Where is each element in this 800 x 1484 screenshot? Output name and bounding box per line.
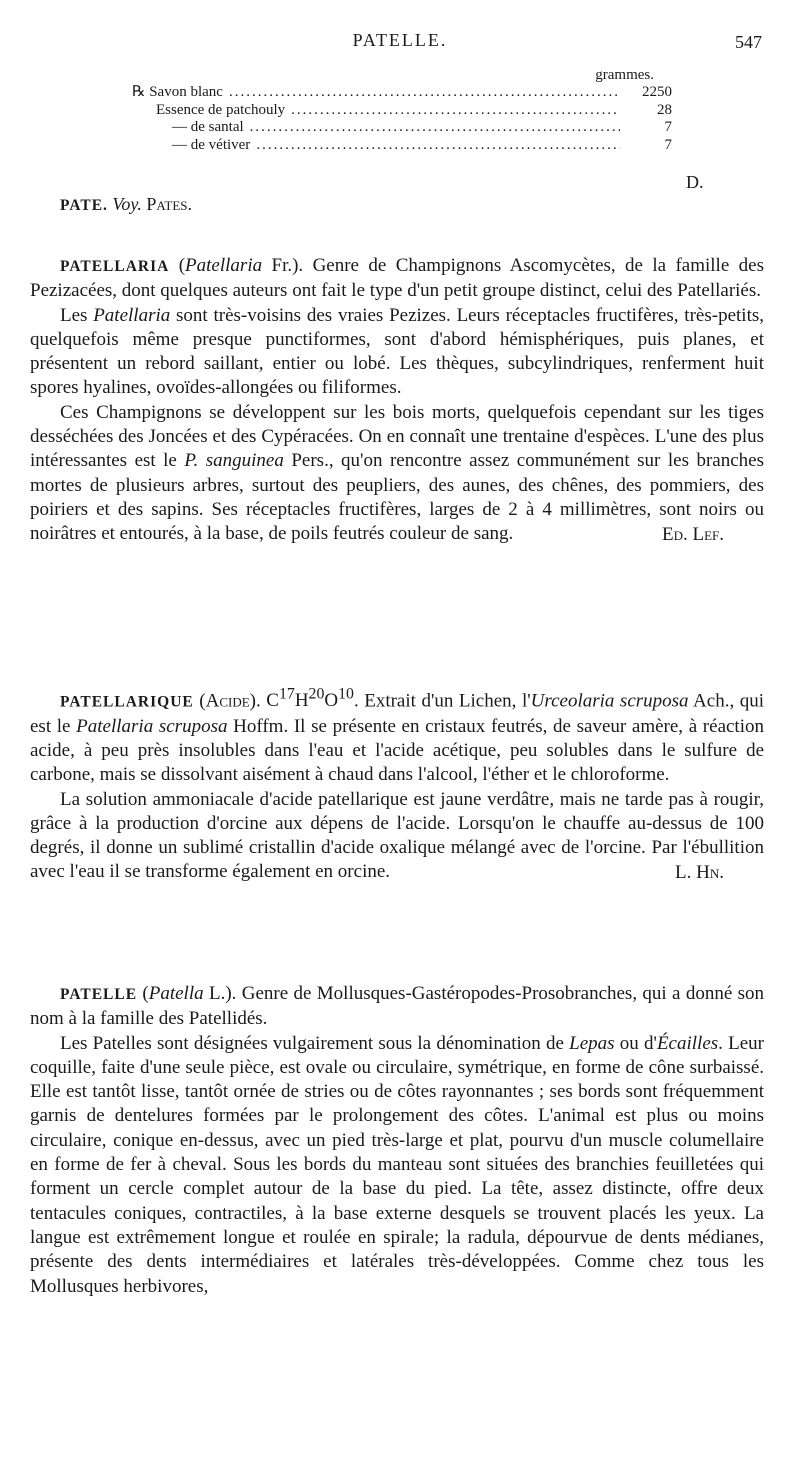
recipe-quantity: 7 (664, 119, 672, 135)
paragraph (30, 304, 764, 401)
paragraph: La solution ammoniacale d'acide patellarique est jaune verdâtre, mais ne tarde pas à rougir, grâce à la production d'orcine aux dépens de l'acide. Lorsqu'on le chauffe au-dessus de 100 degrés, il donne un sublimé cristallin d'acide oxalique mélangé avec de l'orcine. Par l'ébullition avec l'eau il se transforme également en orcine. (30, 788, 764, 883)
latin-name: Patella (148, 983, 204, 1004)
formula-element: O (324, 690, 339, 712)
latin-name: Patellaria scruposa (76, 715, 228, 737)
latin-name: Patellaria (185, 255, 263, 276)
recipe-ingredient: — de vétiver (172, 136, 251, 153)
author-signature: D. (686, 172, 704, 192)
text-run: L.). Genre de Mollusques-Gastéropodes-Prosobranches, qui a donné son nom à la famille des Patellidés. (30, 983, 764, 1030)
leader-dots (229, 84, 620, 102)
text-run: . Leur coquille, faite d'une seule pièce, est ovale ou circulaire, symétrique, en forme de cône surbaissé. Elle est tantôt lisse, tantôt ornée de stries ou de côtes rayonnantes ; ses bords sont fréquemment garnis de dentelures formées par le prolongement des côtes. L'animal est plus ou moins circulaire, conique en-dessus, avec un pied très-large et plat, pourvu d'un muscle columellaire en forme de fer à cheval. Sous les bords du manteau sont situées des branchies feuilletées qui forment un cercle complet autour de la base du pied. La tête, assez distincte, offre deux tentacules coniques, contractiles, à la base externe desquels se trouvent placés les yeux. La langue est extrêmement longue et roulée en spirale; la radula, dépourvue de dents médianes, présente des dents intermédiaires et latérales très-développées. Comme chez tous les Mollusques herbivores, (30, 1032, 764, 1297)
recipe-row (132, 84, 672, 102)
text-run: Fr.). Genre de Champignons Ascomycètes, de la famille des Pezizacées, dont quelques auteurs ont fait le type d'un petit groupe distinct, celui des Patellariés. (30, 255, 764, 302)
text-run: Les (60, 304, 94, 326)
leader-dots (291, 102, 620, 120)
latin-name: Urceolaria scruposa (530, 690, 689, 712)
italic-term: Écailles (656, 1032, 719, 1054)
recipe-quantity: 2250 (642, 84, 672, 100)
author-signature: L. Hn. (675, 861, 724, 883)
italic-term: Lepas (569, 1032, 615, 1054)
text-run: ( (142, 983, 149, 1004)
text-run: . Extrait d'un Lichen, l' (353, 690, 531, 712)
entry-pate (60, 194, 192, 215)
text-run: Les Patelles sont désignées vulgairement sous la dénomination de (60, 1032, 570, 1054)
running-title: PATELLE. (352, 30, 448, 50)
paragraph (30, 982, 764, 1032)
formula-count: 17 (278, 686, 295, 703)
recipe-table (132, 66, 672, 154)
text-run: Ces Champignons se développent sur les bois morts, quelquefois cependant sur les tiges desséchées des Joncées et des Cypéracées. On en connaît une trentaine d'espèces. L'une des plus intéressantes est le (30, 401, 764, 472)
recipe-row (132, 137, 672, 155)
text-run: Pers., qu'on rencontre assez communément sur les branches mortes de plusieurs arbres, surtout des peupliers, des aunes, des chênes, des pommiers, des poiriers et des sapins. Ses réceptacles fructifères, larges de 2 à 4 millimètres, sont noirs ou noirâtres et entourés, à la base, de poils feutrés couleur de sang. (30, 450, 764, 545)
running-head (0, 30, 800, 54)
formula-element: C (266, 690, 279, 712)
cross-reference-label: Voy. (112, 194, 142, 214)
text-run: ou d' (614, 1032, 657, 1054)
leader-dots (250, 119, 620, 137)
entry-patellarique (30, 683, 764, 885)
recipe-ingredient: — de santal (172, 119, 244, 135)
headword: PATE. (60, 197, 108, 214)
latin-name: Patellaria (93, 304, 171, 326)
text-run: sont très-voisins des vraies Pezizes. Leurs réceptacles fructifères, très-petits, quelquefois même presque punctiformes, sont d'abord hémisphériques, puis planes, et présentent un rebord saillant, entier ou lobé. Les thèques, subcylindriques, renferment huit spores hyalines, ovoïdes-allongées ou filiformes. (30, 304, 764, 399)
formula-count: 20 (308, 686, 325, 703)
recipe-quantity: 7 (664, 136, 672, 153)
recipe-row (132, 102, 672, 120)
entry-patelle (30, 982, 764, 1299)
recipe-ingredient: Essence de patchouly (156, 101, 286, 118)
text-run: Hoffm. Il se présente en cristaux feutrés, de saveur amère, à réaction acide, à peu près insolubles dans l'eau et l'acide acétique, peu solubles dans le sulfure de carbone, mais se dissolvant aisément à chaud dans l'alcool, l'éther et le chloroforme. (30, 715, 764, 786)
chemical-formula (266, 686, 354, 712)
formula-count: 10 (338, 686, 354, 703)
formula-element: H (294, 690, 309, 712)
text-run: ( (178, 255, 186, 276)
text-run: Ach., qui est le (30, 690, 765, 737)
cross-reference-target: Pates. (146, 194, 192, 214)
recipe-unit: grammes. (595, 67, 654, 83)
qualifier: (Acide). (199, 690, 261, 712)
recipe-quantity: 28 (657, 101, 672, 118)
headword: PATELLARIQUE (60, 693, 194, 711)
page-number: 547 (735, 32, 762, 52)
headword: PATELLE (60, 986, 138, 1003)
paragraph (30, 683, 764, 788)
leader-dots (256, 137, 620, 155)
latin-name: P. sanguinea (184, 450, 284, 472)
paragraph (30, 254, 764, 304)
headword: PATELLARIA (60, 258, 170, 275)
author-signature: Ed. Lef. (661, 523, 724, 545)
paragraph (30, 1032, 764, 1299)
entry-patellaria (30, 254, 764, 547)
recipe-ingredient: ℞ Savon blanc (132, 84, 223, 100)
recipe-row (132, 119, 672, 137)
